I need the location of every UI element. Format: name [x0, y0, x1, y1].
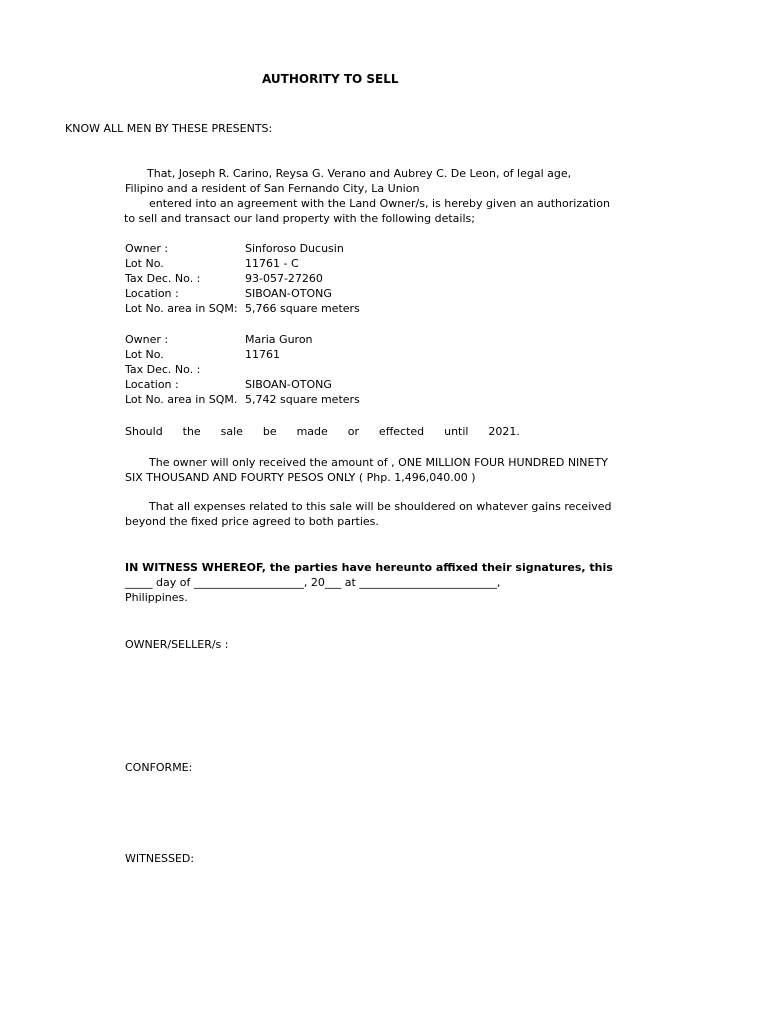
intro-line: to sell and transact our land property with the following details;	[124, 212, 475, 225]
detail-label: Location :	[125, 378, 179, 391]
deadline-word: be	[262, 425, 277, 438]
witness-blank-line: _____ day of ____________________, 20___ at _________________________,	[125, 576, 501, 589]
amount-paragraph	[125, 455, 608, 485]
detail-label: Tax Dec. No. :	[125, 272, 201, 285]
detail-row	[125, 271, 360, 286]
deadline-word: Should	[125, 425, 163, 438]
detail-row	[125, 256, 360, 271]
greeting: KNOW ALL MEN BY THESE PRESENTS:	[65, 122, 273, 135]
detail-row	[125, 241, 360, 256]
intro-line: Filipino and a resident of San Fernando City, La Union	[125, 182, 420, 195]
detail-value: SIBOAN-OTONG	[245, 378, 332, 391]
detail-label: Owner :	[125, 242, 169, 255]
detail-label: Lot No. area in SQM.	[125, 393, 238, 406]
detail-value: 11761	[245, 348, 280, 361]
expenses-line: That all expenses related to this sale will be shouldered on whatever gains received	[149, 500, 612, 513]
detail-value: 5,766 square meters	[245, 302, 360, 315]
detail-label: Location :	[125, 287, 179, 300]
detail-value: 5,742 square meters	[245, 393, 360, 406]
witnessed-label: WITNESSED:	[125, 852, 195, 865]
witness-line: IN WITNESS WHEREOF, the parties have hereunto affixed their signatures, this	[125, 561, 613, 574]
detail-value: Maria Guron	[245, 333, 313, 346]
detail-row	[125, 286, 360, 301]
amount-line: The owner will only received the amount of , ONE MILLION FOUR HUNDRED NINETY	[149, 456, 608, 469]
property-details-2	[125, 332, 360, 407]
detail-value: SIBOAN-OTONG	[245, 287, 332, 300]
deadline-word: or	[347, 425, 359, 438]
deadline-word: made	[296, 425, 328, 438]
deadline-word: the	[182, 425, 201, 438]
conforme-label: CONFORME:	[125, 761, 193, 774]
deadline-word: effected	[378, 425, 425, 438]
document-title: AUTHORITY TO SELL	[262, 72, 399, 86]
deadline-year: 2021.	[488, 425, 520, 438]
expenses-paragraph	[125, 499, 612, 529]
intro-line: entered into an agreement with the Land Owner/s, is hereby given an authorization	[149, 197, 610, 210]
detail-label: Lot No. area in SQM:	[125, 302, 238, 315]
intro-paragraph	[125, 166, 625, 226]
detail-row	[125, 377, 360, 392]
deadline-word: sale	[220, 425, 243, 438]
witness-paragraph	[125, 560, 613, 605]
detail-label: Owner :	[125, 333, 169, 346]
owner-seller-label: OWNER/SELLER/s :	[125, 638, 229, 651]
witness-line: Philippines.	[125, 591, 188, 604]
detail-value: 11761 - C	[245, 257, 299, 270]
detail-label: Lot No.	[125, 348, 164, 361]
detail-row	[125, 347, 360, 362]
detail-row	[125, 301, 360, 316]
sale-deadline-line	[125, 424, 520, 439]
detail-row	[125, 392, 360, 407]
detail-label: Tax Dec. No. :	[125, 363, 201, 376]
amount-line: SIX THOUSAND AND FOURTY PESOS ONLY ( Php. 1,496,040.00 )	[125, 471, 476, 484]
detail-label: Lot No.	[125, 257, 164, 270]
detail-value: Sinforoso Ducusin	[245, 242, 344, 255]
detail-row	[125, 332, 360, 347]
deadline-word: until	[444, 425, 469, 438]
detail-row	[125, 362, 360, 377]
property-details-1	[125, 241, 360, 316]
expenses-line: beyond the fixed price agreed to both parties.	[125, 515, 379, 528]
intro-line: That, Joseph R. Carino, Reysa G. Verano and Aubrey C. De Leon, of legal age,	[147, 167, 572, 180]
detail-value: 93-057-27260	[245, 272, 323, 285]
